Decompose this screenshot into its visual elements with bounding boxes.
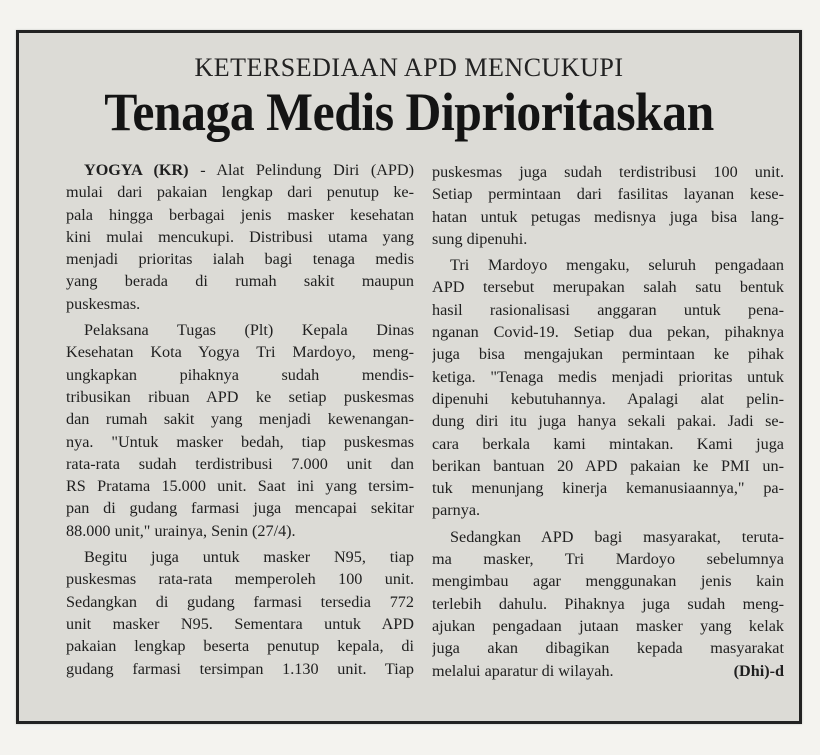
column-line: puskesmas rata-rata memperoleh 100 unit.	[66, 570, 414, 589]
column-line: berikan bantuan 20 APD pakaian ke PMI un-	[432, 456, 784, 475]
column-line: parnya.	[432, 501, 481, 520]
column-line: nganan Covid-19. Setiap dua pekan, pihaknya	[432, 323, 784, 342]
column-line: YOGYA (KR) - Alat Pelindung Diri (APD)	[84, 161, 414, 179]
column-line: puskesmas juga sudah terdistribusi 100 unit.	[432, 163, 784, 181]
left-column	[66, 159, 414, 680]
column-line: ketiga. "Tenaga medis menjadi prioritas untuk	[432, 367, 784, 386]
column-line: ma masker, Tri Mardoyo sebelumnya	[432, 550, 784, 569]
column-line: pakaian lengkap beserta penutup kepala, di	[66, 637, 414, 656]
article-headline: Tenaga Medis Diprioritaskan	[104, 82, 714, 142]
column-line: hasil rasionalisasi anggaran untuk pena-	[432, 300, 784, 319]
column-line: Kesehatan Kota Yogya Tri Mardoyo, meng-	[66, 343, 414, 362]
column-line: melalui aparatur di wilayah. (Dhi)-d	[432, 660, 784, 682]
article-kicker: KETERSEDIAAN APD MENCUKUPI	[194, 53, 624, 82]
column-line: sung dipenuhi.	[432, 229, 528, 248]
column-line: juga bisa mengajukan permintaan ke pihak	[432, 345, 784, 364]
column-line: hatan untuk petugas medisnya juga bisa lang-	[432, 207, 784, 226]
column-line: terlebih dahulu. Pihaknya juga sudah meng-	[432, 594, 784, 613]
column-line: tuk menunjang kinerja kemanusiaannya," pa-	[432, 479, 784, 498]
column-line: RS Pratama 15.000 unit. Saat ini yang tersim-	[66, 477, 414, 496]
column-line: Sedangkan di gudang farmasi tersedia 772	[66, 592, 414, 611]
column-line: dan rumah sakit yang menjadi kewenangan-	[66, 410, 414, 429]
column-line: 88.000 unit," urainya, Senin (27/4).	[66, 521, 296, 540]
column-line: APD tersebut merupakan salah satu bentuk	[432, 278, 784, 297]
dateline: YOGYA (KR)	[84, 161, 189, 179]
column-line: unit masker N95. Sementara untuk APD	[66, 614, 414, 633]
column-line: ajukan pengadaan jutaan masker yang kelak	[432, 616, 784, 635]
column-line: tribusikan ribuan APD ke setiap puskesmas	[66, 387, 414, 406]
column-line: ungkapkan pihaknya sudah mendis-	[66, 365, 414, 384]
column-line: rata-rata sudah terdistribusi 7.000 unit dan	[66, 454, 414, 473]
column-line: Begitu juga untuk masker N95, tiap	[84, 548, 414, 567]
right-column	[432, 161, 784, 682]
column-line: kini mulai mencukupi. Distribusi utama yang	[66, 227, 414, 246]
newspaper-clipping	[16, 30, 802, 724]
byline: (Dhi)-d	[733, 661, 784, 680]
column-line: mengimbau agar menggunakan jenis kain	[432, 572, 784, 591]
column-line: Setiap permintaan dari fasilitas layanan kese-	[432, 185, 784, 204]
column-line: nya. "Untuk masker bedah, tiap puskesmas	[66, 432, 414, 451]
column-line: Sedangkan APD bagi masyarakat, teruta-	[450, 527, 784, 546]
column-line: gudang farmasi tersimpan 1.130 unit. Tiap	[66, 659, 414, 678]
column-line: dipenuhi kebutuhannya. Apalagi alat pelin-	[432, 389, 784, 408]
column-line: mulai dari pakaian lengkap dari penutup ke-	[66, 183, 414, 202]
column-line: cara berkala kami mintakan. Kami juga	[432, 434, 784, 453]
column-line: pan di gudang farmasi juga mencapai sekitar	[66, 499, 414, 518]
column-line: dung diri itu juga hanya sekali pakai. Jadi se-	[432, 412, 784, 431]
column-line: Tri Mardoyo mengaku, seluruh pengadaan	[450, 256, 784, 275]
column-line: yang berada di rumah sakit maupun	[66, 272, 414, 291]
column-line: pala hingga berbagai jenis masker kesehatan	[66, 205, 414, 224]
column-line: juga akan dibagikan kepada masyarakat	[432, 639, 784, 658]
column-line: Pelaksana Tugas (Plt) Kepala Dinas	[84, 321, 414, 340]
column-line: menjadi prioritas ialah bagi tenaga medis	[66, 250, 414, 269]
column-line: puskesmas.	[66, 294, 141, 313]
